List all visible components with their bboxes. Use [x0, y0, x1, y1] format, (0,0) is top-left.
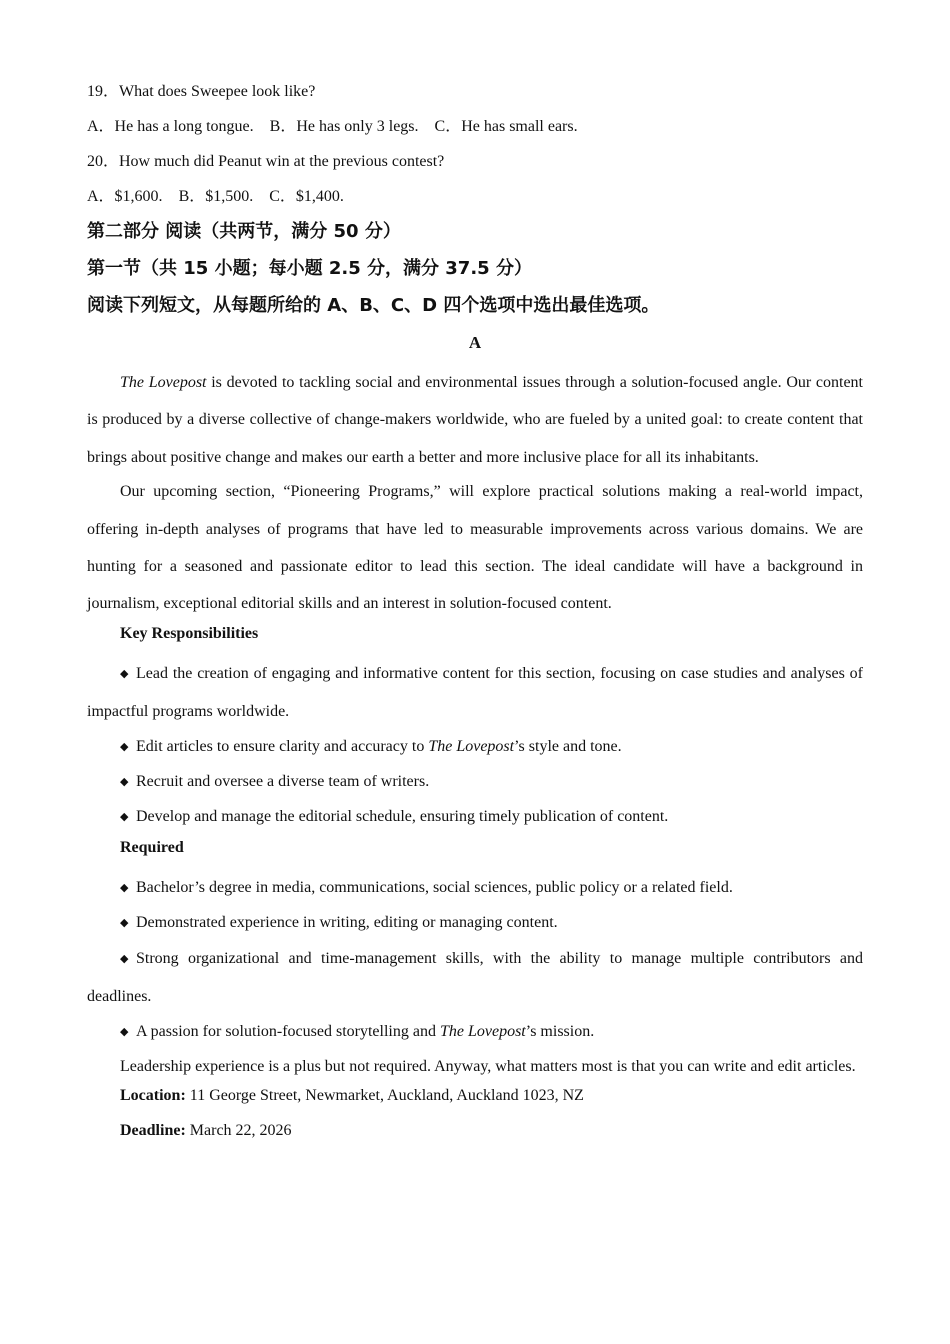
passage-paragraph-1: [87, 364, 863, 476]
deadline-label: Deadline:: [120, 1122, 186, 1140]
exam-page: [87, 78, 863, 1152]
question-19-option-b: B．He has only 3 legs.: [269, 118, 419, 135]
diamond-bullet-icon: ◆: [120, 917, 129, 930]
requirement-item: [87, 1013, 863, 1051]
responsibility-item: [87, 655, 863, 731]
passage-paragraph-2: Our upcoming section, “Pioneering Programs,” will explore practical solutions making a real-world impact, offering in-depth analyses of programs that have led to measurable improvements across various domains. We are hunting for a seasoned and passionate editor to lead this section. The ideal candidate will have a background in journalism, exceptional editorial skills and an interest in solution-focused content.: [87, 483, 863, 613]
requirement-text: Strong organizational and time-management skills, with the ability to manage multiple contributors and deadlines.: [87, 949, 863, 1006]
requirement-text: ’s mission.: [525, 1022, 595, 1040]
brand-name: The Lovepost: [428, 737, 515, 755]
responsibility-item: [87, 728, 863, 766]
question-20-options: [87, 183, 863, 218]
diamond-bullet-icon: ◆: [120, 811, 129, 824]
responsibility-text: Develop and manage the editorial schedule, ensuring timely publication of content.: [136, 808, 669, 826]
question-19-stem: 19．What does Sweepee look like?: [87, 83, 316, 100]
diamond-bullet-icon: ◆: [120, 740, 129, 753]
requirement-text: Bachelor’s degree in media, communications, social sciences, public policy or a related field.: [136, 878, 733, 896]
part-two-heading: 第二部分 阅读（共两节，满分 50 分）: [87, 221, 401, 242]
diamond-bullet-icon: ◆: [120, 952, 129, 965]
paragraph-1-text: is devoted to tackling social and environmental issues through a solution-focused angle. Our content is produced by a diverse collective of change-makers worldwide, who are fueled by a united goal: to create content that brings about positive change and makes our earth a better and more inclusive place for all its inhabitants.: [87, 374, 864, 466]
location-label: Location:: [120, 1087, 186, 1105]
diamond-bullet-icon: ◆: [120, 881, 129, 894]
responsibility-item: [87, 763, 863, 801]
deadline-line: [87, 1117, 863, 1152]
requirement-item: [87, 940, 863, 1016]
question-20-option-b: B．$1,500.: [178, 188, 254, 205]
requirement-text: Demonstrated experience in writing, editing or managing content.: [136, 914, 558, 932]
question-20-stem: 20．How much did Peanut win at the previous contest?: [87, 153, 445, 170]
location-line: [87, 1082, 863, 1117]
location-value: 11 George Street, Newmarket, Auckland, Auckland 1023, NZ: [185, 1087, 584, 1105]
diamond-bullet-icon: ◆: [120, 776, 129, 789]
diamond-bullet-icon: ◆: [120, 1025, 129, 1038]
responsibilities-heading: Key Responsibilities: [120, 624, 259, 642]
required-heading: Required: [120, 838, 184, 856]
reading-instruction: 阅读下列短文，从每题所给的 A、B、C、D 四个选项中选出最佳选项。: [87, 295, 660, 316]
deadline-value: March 22, 2026: [185, 1122, 292, 1140]
requirement-text: A passion for solution-focused storytelling and: [136, 1022, 440, 1040]
requirement-item: [87, 869, 863, 907]
responsibility-text: Recruit and oversee a diverse team of writers.: [136, 773, 430, 791]
brand-name: The Lovepost: [439, 1022, 526, 1040]
question-20-option-a: A．$1,600.: [87, 188, 163, 205]
requirement-item: [87, 904, 863, 942]
responsibility-text: ’s style and tone.: [514, 737, 622, 755]
responsibility-text: Edit articles to ensure clarity and accuracy to: [136, 737, 429, 755]
section-one-heading: 第一节（共 15 小题；每小题 2.5 分，满分 37.5 分）: [87, 258, 532, 279]
question-19-option-c: C．He has small ears.: [434, 118, 578, 135]
brand-name: The Lovepost: [120, 374, 207, 391]
passage-letter: A: [468, 333, 482, 352]
responsibility-text: Lead the creation of engaging and informative content for this section, focusing on case studies and analyses of impactful programs worldwide.: [87, 664, 863, 721]
diamond-bullet-icon: ◆: [120, 667, 129, 680]
question-19-option-a: A．He has a long tongue.: [87, 118, 254, 135]
question-19-options: [87, 113, 863, 148]
question-20-option-c: C．$1,400.: [269, 188, 344, 205]
responsibility-item: [87, 798, 863, 836]
closing-paragraph: Leadership experience is a plus but not required. Anyway, what matters most is that you can write and edit articles.: [120, 1057, 856, 1075]
